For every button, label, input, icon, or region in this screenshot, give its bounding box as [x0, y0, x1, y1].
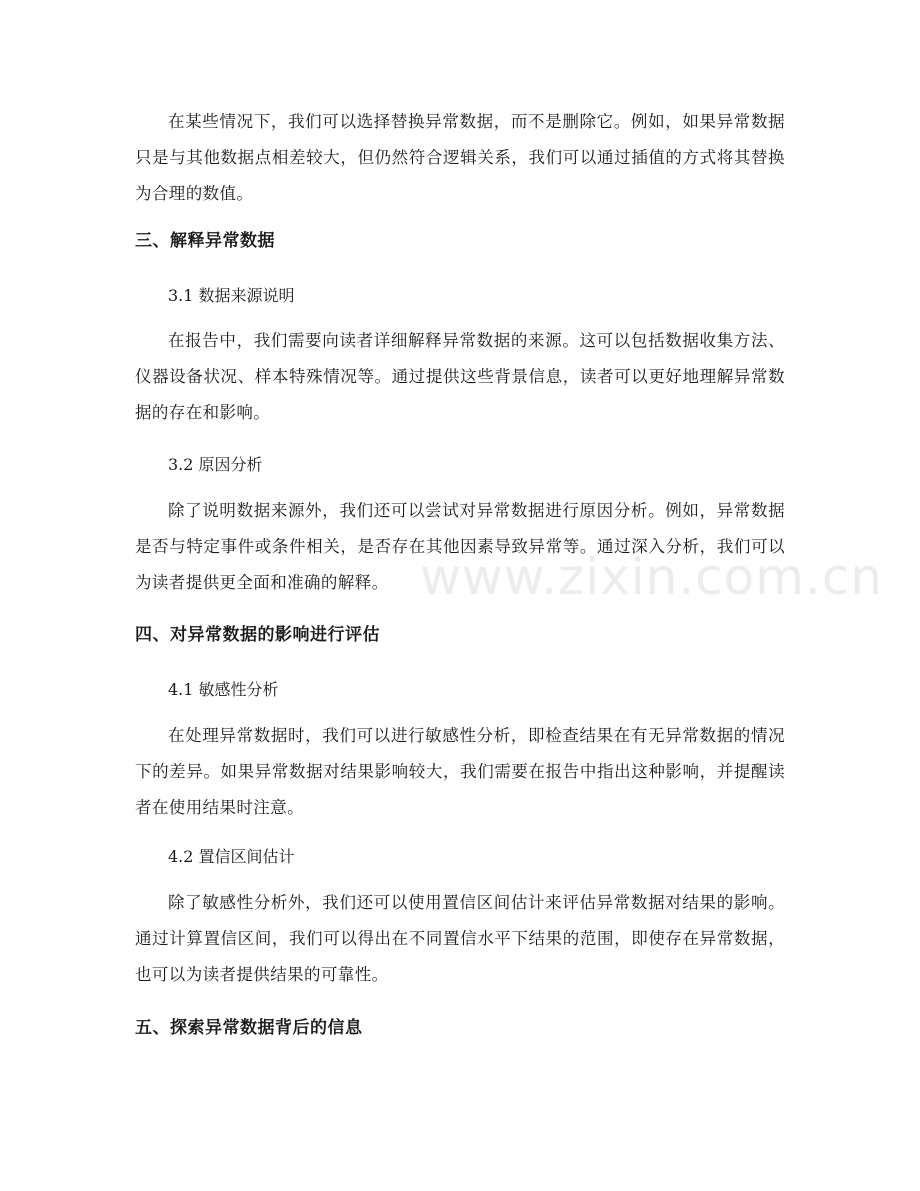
subheading-text: 3.1 数据来源说明 [168, 286, 295, 305]
subheading-3-2 [135, 453, 785, 477]
paragraph-cause-analysis [135, 493, 785, 601]
section-heading-text: 四、对异常数据的影响进行评估 [135, 625, 380, 645]
paragraph-replace-outliers [135, 104, 785, 212]
paragraph-text: 除了敏感性分析外，我们还可以使用置信区间估计来评估异常数据对结果的影响。通过计算置信区间，我们可以得出在不同置信水平下结果的范围，即使存在异常数据，也可以为读者提供结果的可靠性。 [135, 893, 785, 984]
paragraph-text: 除了说明数据来源外，我们还可以尝试对异常数据进行原因分析。例如，异常数据是否与特定事件或条件相关，是否存在其他因素导致异常等。通过深入分析，我们可以为读者提供更全面和准确的解释。 [135, 501, 785, 592]
section-heading-3 [135, 229, 785, 253]
section-heading-text: 五、探索异常数据背后的信息 [135, 1018, 363, 1038]
paragraph-sensitivity [135, 718, 785, 826]
section-heading-5 [135, 1016, 785, 1040]
subheading-text: 4.2 置信区间估计 [168, 847, 295, 866]
subheading-4-2 [135, 845, 785, 869]
paragraph-text: 在某些情况下，我们可以选择替换异常数据，而不是删除它。例如，如果异常数据只是与其他数据点相差较大，但仍然符合逻辑关系，我们可以通过插值的方式将其替换为合理的数值。 [135, 112, 785, 203]
watermark: www.zixin.com.cn [420, 548, 884, 606]
subheading-text: 4.1 敏感性分析 [168, 680, 279, 699]
subheading-3-1 [135, 284, 785, 308]
paragraph-text: 在报告中，我们需要向读者详细解释异常数据的来源。这可以包括数据收集方法、仪器设备状况、样本特殊情况等。通过提供这些背景信息，读者可以更好地理解异常数据的存在和影响。 [135, 331, 785, 422]
subheading-4-1 [135, 678, 785, 702]
section-heading-4 [135, 623, 785, 647]
section-heading-text: 三、解释异常数据 [135, 231, 275, 251]
subheading-text: 3.2 原因分析 [168, 455, 263, 474]
paragraph-confidence-interval [135, 885, 785, 993]
paragraph-data-source [135, 323, 785, 431]
paragraph-text: 在处理异常数据时，我们可以进行敏感性分析，即检查结果在有无异常数据的情况下的差异。如果异常数据对结果影响较大，我们需要在报告中指出这种影响，并提醒读者在使用结果时注意。 [135, 726, 785, 817]
